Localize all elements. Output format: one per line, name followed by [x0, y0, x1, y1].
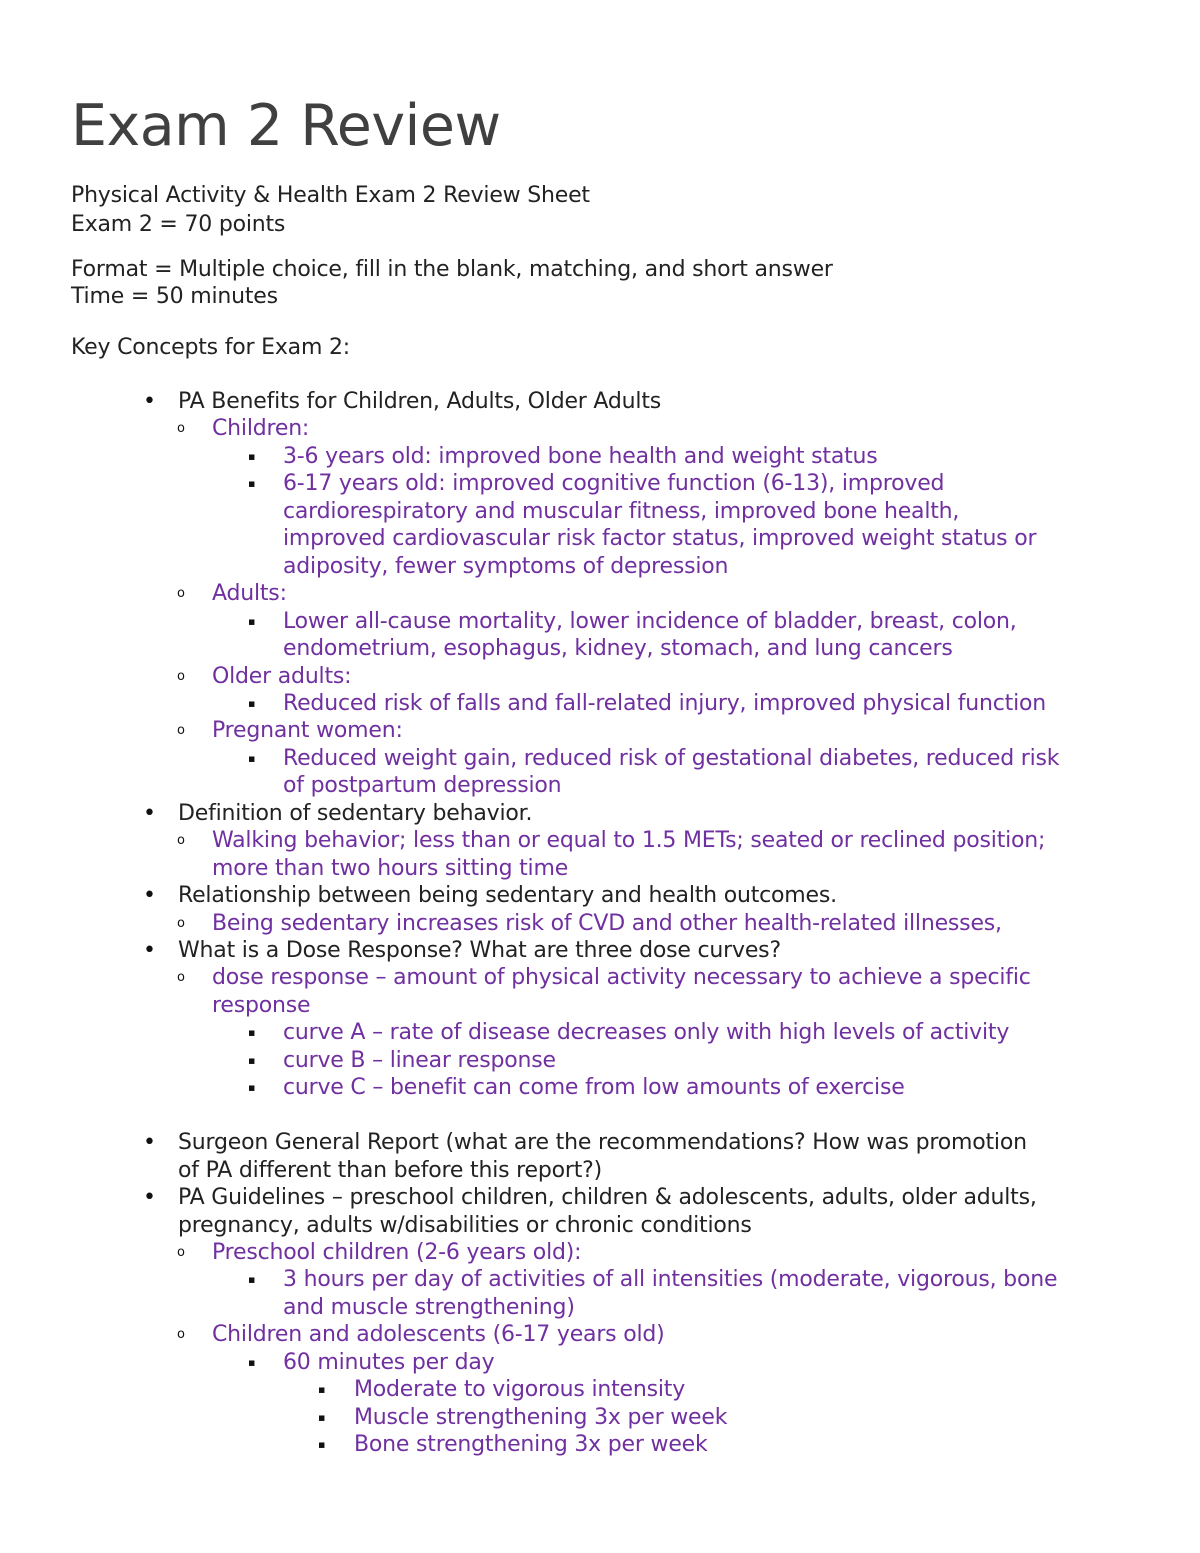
bullet-marker: ▪ [248, 1273, 256, 1286]
exam-points: Exam 2 = 70 points [71, 212, 286, 237]
exam-time: Time = 50 minutes [71, 284, 278, 309]
outline-line-level-1: of PA different than before this report?) [178, 1158, 603, 1183]
outline-line-level-3: adiposity, fewer symptoms of depression [283, 554, 729, 579]
bullet-marker: ▪ [248, 477, 256, 490]
outline-line-level-2: Preschool children (2-6 years old): [212, 1240, 582, 1265]
bullet-marker: ▪ [248, 450, 256, 463]
outline-line-level-1: PA Guidelines – preschool children, children & adolescents, adults, older adults, [178, 1185, 1037, 1210]
bullet-marker: • [143, 389, 156, 414]
outline-line-level-3: improved cardiovascular risk factor status, improved weight status or [283, 526, 1037, 551]
bullet-marker: ▪ [248, 1081, 256, 1094]
bullet-marker: ▪ [248, 752, 256, 765]
page-title: Exam 2 Review [71, 93, 501, 159]
outline-line-level-4: Muscle strengthening 3x per week [354, 1405, 728, 1430]
bullet-marker: o [177, 1327, 185, 1342]
exam-format: Format = Multiple choice, fill in the blank, matching, and short answer [71, 257, 833, 282]
outline-line-level-3: curve A – rate of disease decreases only with high levels of activity [283, 1020, 1010, 1045]
outline-line-level-2: Pregnant women: [212, 718, 403, 743]
outline-line-level-2: Older adults: [212, 664, 352, 689]
bullet-marker: ▪ [318, 1383, 326, 1396]
outline-line-level-2: more than two hours sitting time [212, 856, 569, 881]
outline-line-level-3: and muscle strengthening) [283, 1295, 575, 1320]
bullet-marker: ▪ [318, 1438, 326, 1451]
bullet-marker: o [177, 421, 185, 436]
review-sheet-subtitle: Physical Activity & Health Exam 2 Review Sheet [71, 183, 590, 208]
outline-line-level-2: Children and adolescents (6-17 years old) [212, 1322, 665, 1347]
outline-line-level-1: PA Benefits for Children, Adults, Older Adults [178, 389, 662, 414]
outline-line-level-2: Children: [212, 416, 310, 441]
bullet-marker: o [177, 669, 185, 684]
outline-line-level-1: Relationship between being sedentary and health outcomes. [178, 883, 837, 908]
bullet-marker: o [177, 916, 185, 931]
outline-line-level-3: 6-17 years old: improved cognitive function (6-13), improved [283, 471, 945, 496]
bullet-marker: ▪ [248, 697, 256, 710]
bullet-marker: o [177, 723, 185, 738]
bullet-marker: o [177, 586, 185, 601]
bullet-marker: • [143, 883, 156, 908]
outline-line-level-1: pregnancy, adults w/disabilities or chronic conditions [178, 1213, 752, 1238]
bullet-marker: ▪ [248, 615, 256, 628]
outline-line-level-4: Moderate to vigorous intensity [354, 1377, 686, 1402]
outline-line-level-3: endometrium, esophagus, kidney, stomach, and lung cancers [283, 636, 953, 661]
bullet-marker: • [143, 1130, 156, 1155]
outline-line-level-3: curve B – linear response [283, 1048, 556, 1073]
outline-line-level-3: Lower all-cause mortality, lower incidence of bladder, breast, colon, [283, 609, 1017, 634]
bullet-marker: ▪ [248, 1026, 256, 1039]
bullet-marker: ▪ [248, 1054, 256, 1067]
key-concepts-heading: Key Concepts for Exam 2: [71, 335, 350, 360]
outline-line-level-2: Being sedentary increases risk of CVD and other health-related illnesses, [212, 911, 1002, 936]
bullet-marker: o [177, 833, 185, 848]
bullet-marker: • [143, 1185, 156, 1210]
outline-line-level-3: curve C – benefit can come from low amounts of exercise [283, 1075, 905, 1100]
outline-line-level-2: Walking behavior; less than or equal to 1.5 METs; seated or reclined position; [212, 828, 1046, 853]
outline-line-level-1: What is a Dose Response? What are three dose curves? [178, 938, 781, 963]
outline-line-level-2: Adults: [212, 581, 287, 606]
outline-line-level-3: 60 minutes per day [283, 1350, 495, 1375]
outline-line-level-1: Definition of sedentary behavior. [178, 801, 533, 826]
bullet-marker: o [177, 1245, 185, 1260]
outline-line-level-3: Reduced risk of falls and fall-related injury, improved physical function [283, 691, 1047, 716]
outline-line-level-3: cardiorespiratory and muscular fitness, improved bone health, [283, 499, 960, 524]
outline-line-level-3: of postpartum depression [283, 773, 562, 798]
bullet-marker: ▪ [248, 1356, 256, 1369]
outline-line-level-3: Reduced weight gain, reduced risk of gestational diabetes, reduced risk [283, 746, 1060, 771]
outline-line-level-1: Surgeon General Report (what are the recommendations? How was promotion [178, 1130, 1027, 1155]
outline-line-level-3: 3-6 years old: improved bone health and weight status [283, 444, 878, 469]
bullet-marker: • [143, 801, 156, 826]
outline-line-level-2: response [212, 993, 311, 1018]
bullet-marker: ▪ [318, 1411, 326, 1424]
bullet-marker: o [177, 970, 185, 985]
outline-line-level-3: 3 hours per day of activities of all intensities (moderate, vigorous, bone [283, 1267, 1058, 1292]
bullet-marker: • [143, 938, 156, 963]
outline-line-level-4: Bone strengthening 3x per week [354, 1432, 708, 1457]
outline-line-level-2: dose response – amount of physical activity necessary to achieve a specific [212, 965, 1031, 990]
